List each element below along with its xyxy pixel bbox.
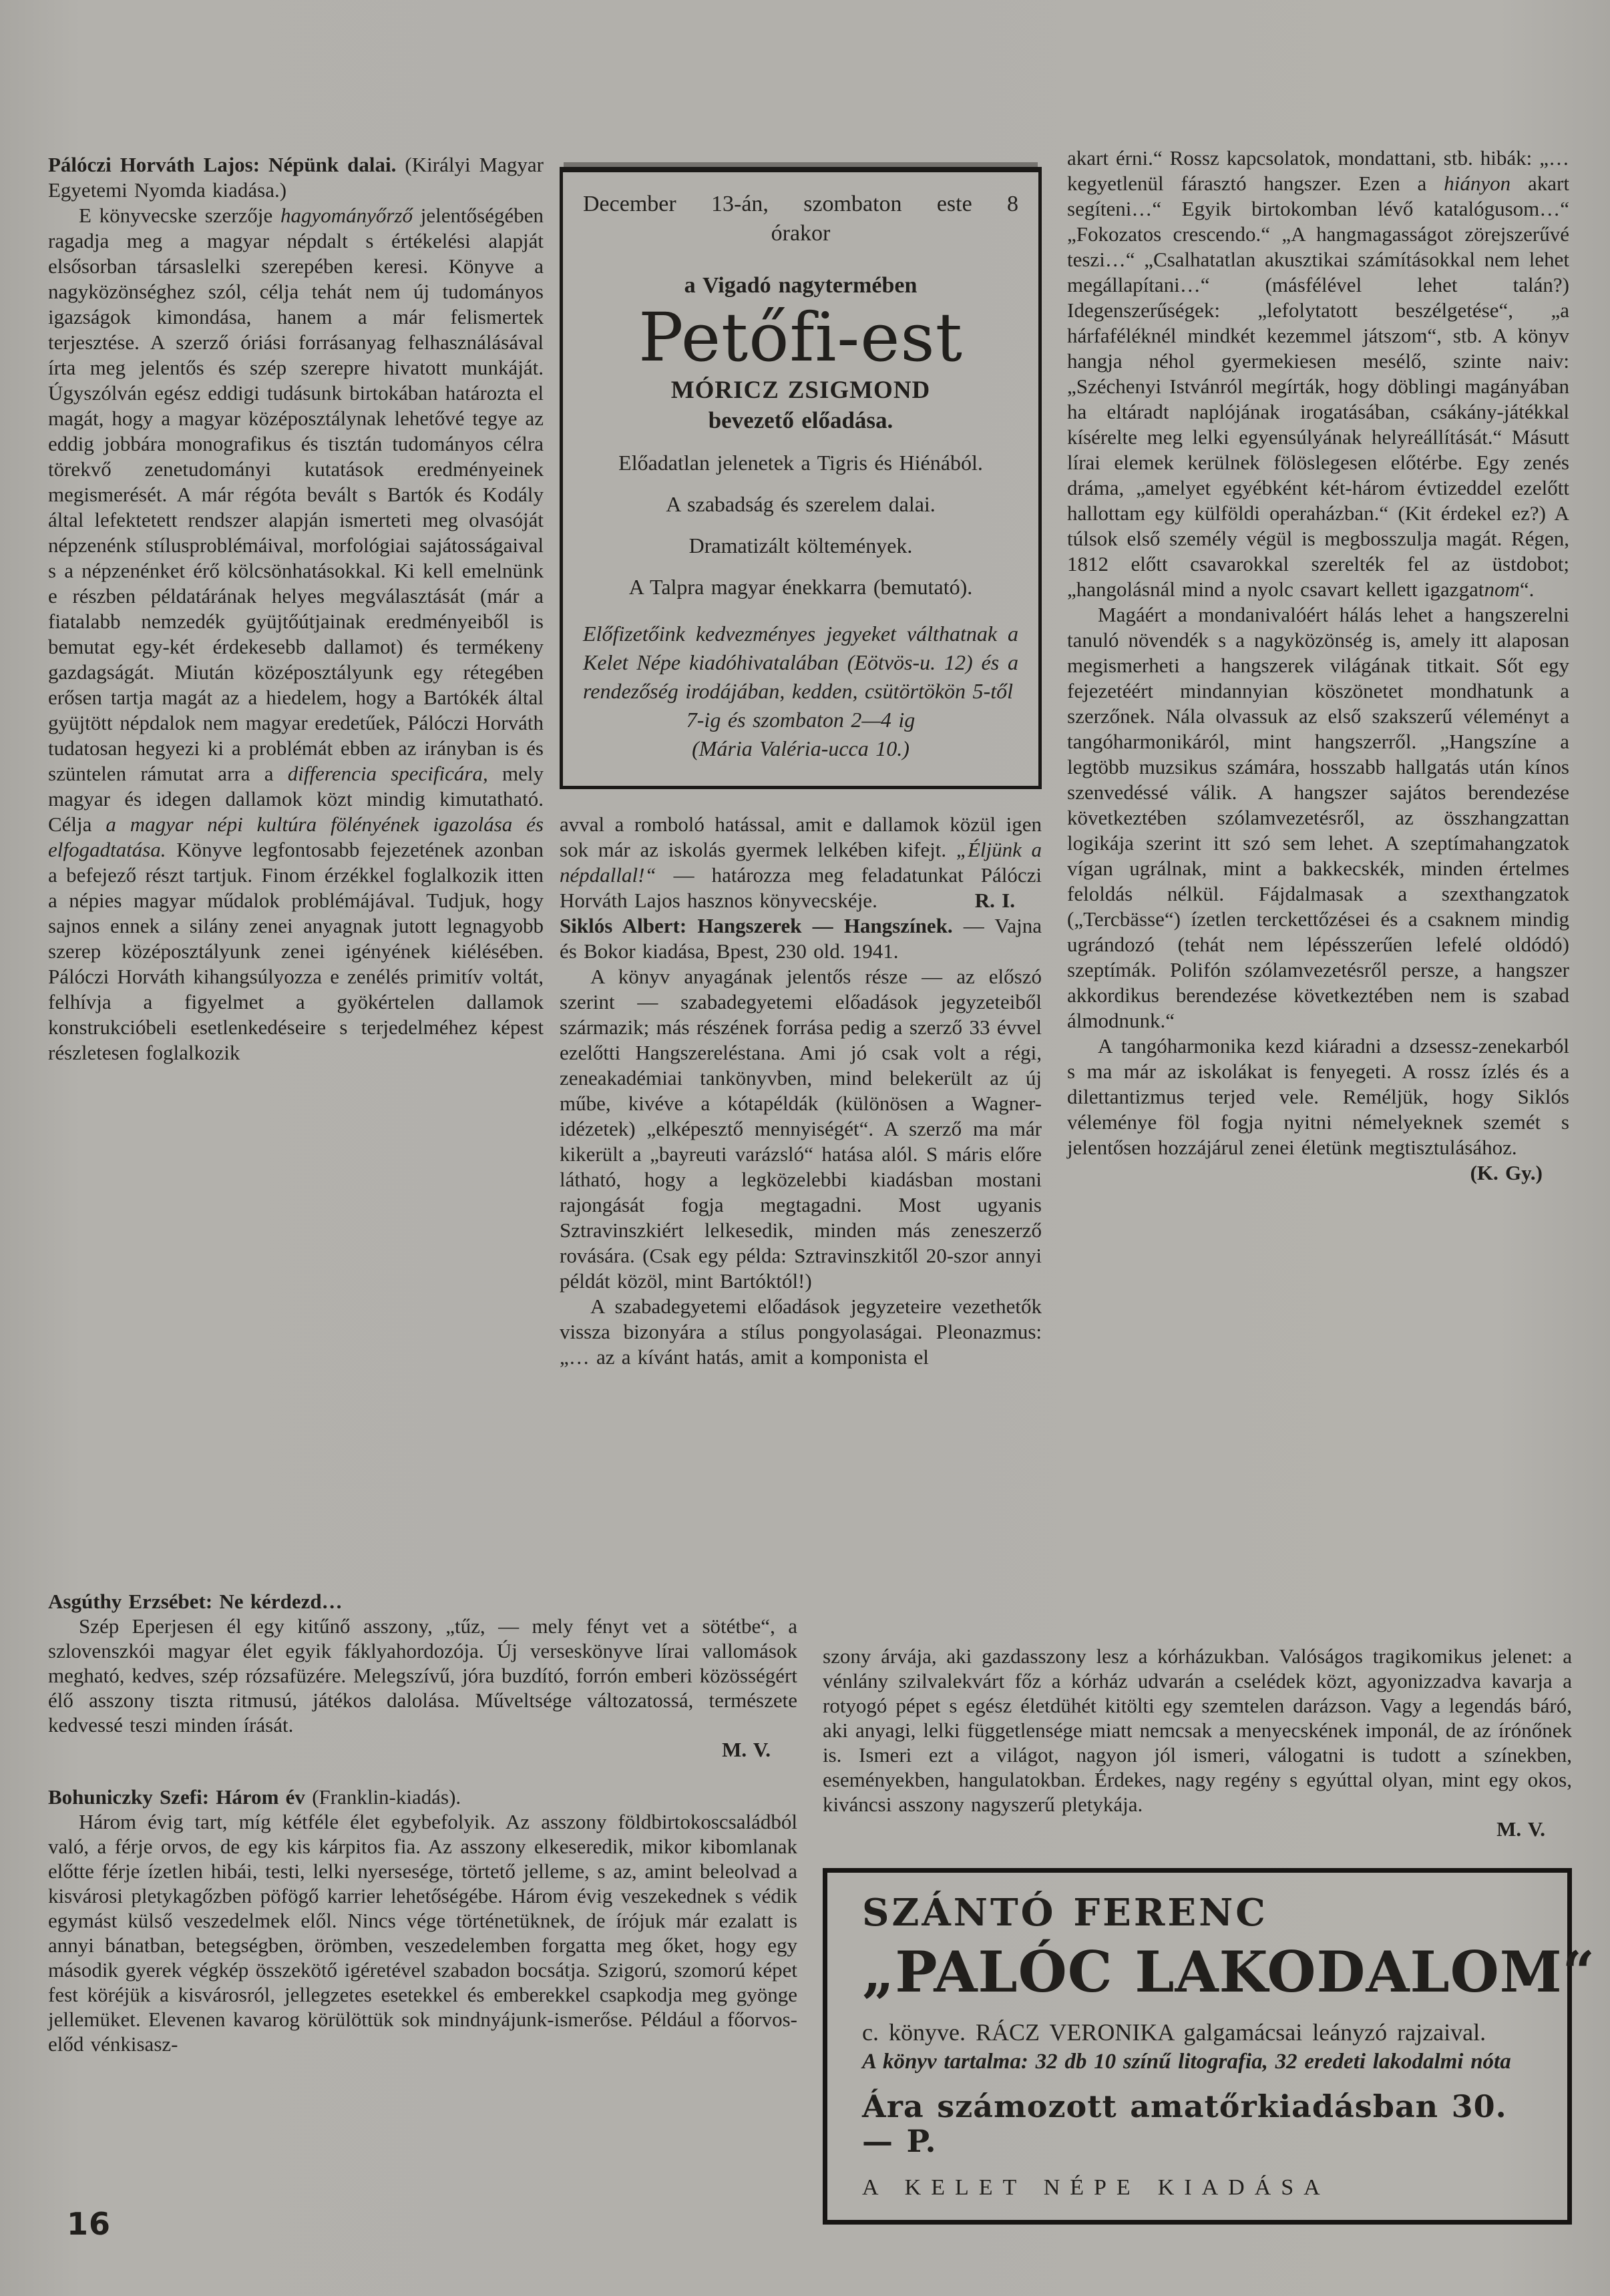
book-contents-line: A könyv tartalma: 32 db 10 színű litografia, 32 eredeti lakodalmi nóta	[862, 2050, 1511, 2074]
event-ticket-note	[583, 620, 1018, 706]
event-ticket-hours: 7-ig és szombaton 2—4 ig	[686, 708, 916, 732]
column-left	[48, 152, 544, 1066]
bohuniczky-review-heading	[48, 1785, 797, 1809]
text-run: mely magyar és idegen dallamok közt mindig kimutatható. Célja	[48, 762, 544, 836]
reviewer-signature-kgy: (K. Gy.)	[1470, 1161, 1543, 1184]
text-run: Pálóczi Horváth Lajos: Népünk dalai.	[48, 153, 397, 176]
text-run: Könyve legfontosabb fejezetének azonban a befejező részt tartjuk. Finom érzékkel foglalkozik itten a népies magyar műdalok problémájával. Tudjuk, hogy sajnos ennek a silány zenei anyagnak jutott legnagyobb szerep középosztályunk zenei igényének kiélésében. Pálóczi Horváth kihangsúlyozza e zenélés primitív voltát, felhívja a figyelmet a gyökértelen dallamok konstrukcióbeli esetlenkedéseire s terjedelméhez képest részletesen foglalkozik	[48, 838, 544, 1064]
text-run: Szép Eperjesen él egy kitűnő asszony, „tűz, — mely fényt vet a sötétbe“, a szlovenszkói magyar élet egyik fáklyahordozója. Új verseskönyve lírai vallomások megható, kedves, szép rózsafüzére. Melegszívű, jóra buzdító, forrón emberi közösségért élő asszony tiszta ritmusú, játékos dalolása. Műveltsége változatossá, természete kedvessé teszi minden írását.	[48, 1614, 797, 1737]
text-run: differencia specificára,	[287, 762, 488, 785]
event-program-item: A Talpra magyar énekkarra (bemutató).	[628, 575, 973, 599]
column-bottom-right	[823, 1644, 1596, 2225]
text-run: jelentőségében ragadja meg a magyar népdalt s értékelési alapját elsősorban társaslelki szerepében keresi. Könyve a nagyközönséghez szól, célja tehát nem új tudományos igazságok kimondása, hanem a már felismertek terjesztése. A szerző óriási forrásanyag felhasználásával írta meg jelentős és szép szerepre hivatott munkáját. Úgyszólván egész eddigi tudásunk birtokában határozta el magát, hogy a magyar középosztálynak lehetővé tegye az eddig jobbára monografikus és tisztán tudományos célra törekvő zenetudományi kutatások eredményeinek megismerését. A már régóta bevált s Bartók és Kodály által lefektetett rendszer alapján ismerteti meg olvasóját népzenénk stílusproblémáival, morfológiai sajátosságaival s a népzenénket érő kölcsönhatásokkal. Ki kell emelnünk e részben példatárának helyes megválasztását (már a fiatalabb nemzedék gyüjtőútjainak eredményeiből is bemutat egy-két érdekesebb dallamot) és termékeny gazdagságát. Miután középosztályunk egy rétegében erősen tartja magát az a hiedelem, hogy a Bartókék által gyüjtött népdalok nem magyar eredetűek, Pálóczi Horváth tudatosan hegyezi ki a problémát ebben az irányban is és szüntelen rámutat arra a	[48, 204, 544, 785]
text-run: A tangóharmonika kezd kiáradni a dzsessz-zenekarból s ma már az iskolákat is fenyegeti. A rossz ízlés és a dilettantizmus terjed vele. Reméljük, hogy Siklós véleménye föl fogja nyitni némelyeknek szemét s jelentősen hozzájárul zenei életünk megtisztulásához.	[1067, 1034, 1569, 1159]
reviewer-signature-mv: M. V.	[722, 1738, 771, 1761]
siklos-review-heading	[560, 913, 1042, 964]
text-run: nom	[1484, 578, 1520, 601]
paloczi-review-body	[48, 203, 544, 1066]
paloc-lakodalom-book-ad-box	[823, 1868, 1596, 2225]
asguthy-review-body	[48, 1614, 797, 1737]
paloczi-review-heading	[48, 152, 544, 203]
text-run: Három évig tart, míg kétféle élet egybefolyik. Az asszony földbirtokoscsaládból való, a férje orvos, de egy kis kárpitos fia. Az asszony elkeseredik, mikor kibomlanak előtte férje ízetlen hibái, testi, lelki nyersesége, törtető jelleme, s az, amint beleolvad a kisvárosi pletykagőzben pöfögő karrier lehetőségébe. Három évig veszekednek s védik egymást külső veszedelmek elől. Nincs vége történetüknek, de írójuk már ezalatt is annyi bánatban, betegségben, örömben, veszedelemben forgatta meg őket, hogy egy második gyerek végkép összekötő igéretével szabadon bocsátja. Szigorú, szomorú képet fest köréjük a kisvárosról, jellegzetes esetekkel és emberekkel csapkodja meg gyönge jellemüket. Elevenen kavarog körülöttük sok mindnyájunk-ismerőse. Például a főorvos-előd vénkisasz-	[48, 1810, 797, 2056]
event-program-item: A szabadság és szerelem dalai.	[666, 492, 936, 516]
siklos-review-paragraph	[1067, 146, 1569, 602]
text-run: E könyvecske szerzője	[79, 204, 281, 227]
column-bottom-left	[48, 1589, 797, 2056]
event-date-line: December 13-án, szombaton este 8	[583, 192, 1018, 216]
book-illustrator-credit: c. könyve. RÁCZ VERONIKA galgamácsai leányzó rajzaival.	[862, 2019, 1486, 2046]
book-publisher: A KELET NÉPE KIADÁSA	[862, 2175, 1330, 2200]
event-speaker-subtitle: bevezető előadása.	[708, 407, 893, 433]
text-run: (Királyi Magyar Egyetemi Nyomda kiadása.)	[48, 153, 544, 202]
text-run: hiányon	[1444, 172, 1511, 195]
event-time-line: órakor	[771, 221, 831, 246]
text-run: — Vajna és Bokor kiadása, Bpest, 230 old. 1941.	[560, 914, 1042, 963]
asguthy-review-heading	[48, 1589, 797, 1614]
petofi-event-ad-box	[560, 167, 1042, 789]
text-run: szony árvája, aki gazdasszony lesz a kórházukban. Valóságos tragikomikus jelenet: a vénlány szilvalekvárt főz a kórház udvarán a cselédek közt, agyonizzadva kavarja a rotyogó pépet s egész életdühét kitölti egy szemtelen darázson. Vagy a legendás báró, aki anyagi, lelki függetlensége miatt nemcsak a menyecskének imponál, de az írónőnek is. Ismeri ezt a világot, nagyon jól ismeri, válogatni is tudott a színekben, eseményekben, hangulatokban. Érdekes, nagy regény s egyúttal olyan, mint egy okos, kiváncsi asszony nagyszerű pletykája.	[823, 1644, 1572, 1816]
text-run: hagyományőrző	[280, 204, 413, 227]
text-run: Előfizetőink kedvezményes jegyeket válthatnak a Kelet Népe kiadóhivatalában (Eötvös-u. 12) és a rendezőség irodájában, kedden, csütörtökön 5-től	[583, 622, 1018, 703]
text-run: — határozza meg feladatunkat Pálóczi Horváth Lajos hasznos könyvecskéje.	[560, 863, 1042, 912]
siklos-review-paragraph	[1067, 602, 1569, 1034]
text-run: Asgúthy Erzsébet: Ne kérdezd…	[48, 1590, 343, 1613]
reviewer-signature-ri: R. I.	[974, 889, 1015, 912]
text-run: Magáért a mondanivalóért hálás lehet a hangszerelni tanuló növendék s a nagyközönség is, amely itt alaposan megismerheti a hangszerek világának titkait. Sőt egy fejezetéért mindannyian köszönetet mondhatunk a szerzőnek. Nála olvassuk az első szakszerű véleményt a tangóharmonikáról, mint hangszerről. „Hangszíne a legtöbb muzsikus számára, hosszabb hallgatás után kínos szenvedéssé válik. A hangszer sajátos berendezése következtében szólamvezetésről, az összhangzattan logikája szerint itt szó sem lehet. A szeptímahangzatok vígan ugrálnak, mint a bakkecskék, minden értelmes feloldás nélkül. Fájdalmasak a szexthangzatok („Tercbässe“) ízetlen terckettőzései és a csaknem mindig ugrándozó (tehát nem lépésszerűen lefelé oldódó) szeptímák. Polifón szólamvezetésről persze, a hangszer akkordikus berendezése következtében nem is szabad álmodnunk.“	[1067, 603, 1569, 1032]
book-author: SZÁNTÓ FERENC	[862, 1891, 1268, 1935]
text-run: „Éljünk a népdallal!“	[560, 838, 1042, 887]
bohuniczky-review-body	[48, 1809, 797, 2056]
text-run: akart segíteni…“ Egyik birtokomban lévő katalógusom…“ „Fokozatos crescendo.“ „A hangmagasságot zörejszerűvé teszi…“ „Csalhatatlan akusztikai számításokkal nem lehet megállapítani…“ (másfélével lehet talán?) Idegenszerűségek: „lefolytatott beszélgetése“, „a hárfaféléknél mindkét kezemmel játszom“, stb. A könyv hangja néhol gyermekiesen mesélő, szinte naiv: „Széchenyi Istvánról megírták, hogy döblingi magányában ha eltáradt naplójának irogatásában, csákány-játékkal kísérelte meg lelki egyensúlyának helyreállítását.“ Másutt lírai elemek kerülnek fölöslegesen előtérbe. Egy zenés dráma, „amelyet egyébként két-három évtizeddel ezelőtt hallottam egy külföldi operaházban.“ (Kit érdekel ez?) A túlsok első személy végül is megbosszulja magát. Régen, 1812 előtt csavarokkal szerelték fel az üstdobot; „hangolásnál mind a nyolc csavart kellett igazgat	[1067, 172, 1569, 601]
event-ticket-address: (Mária Valéria-ucca 10.)	[692, 736, 910, 760]
text-run: A könyv anyagának jelentős része — az előszó szerint — szabadegyetemi előadások jegyzeteiből származik; más részének forrása pedig a szerző 33 évvel ezelőtti Hangszereléstana. Ami jó csak volt a régi, zeneakadémiai tankönyvben, mind belekerült az új műbe, kivéve a kótapéldák (különösen a Wagner-idézetek) „elképesztő mennyiségét“. A szerző ma már kikerült a „bayreuti varázsló“ hatása alól. S máris előre látható, hogy a legközelebbi kiadásban mostani rajongását fogja megtagadni. Most ugyanis Sztravinszkiért lelkesedik, minden más zeneszerző rovására. (Csak egy példa: Sztravinszkitől 20-szor annyi példát közöl, mint Bartóktól!)	[560, 965, 1042, 1293]
text-run: (Franklin-kiadás).	[305, 1785, 461, 1809]
text-run: akart érni.“ Rossz kapcsolatok, mondattani, stb. hibák: „… kegyetlenül fárasztó hangszer. Ezen a	[1067, 146, 1569, 195]
reviewer-signature-mv: M. V.	[1496, 1817, 1545, 1841]
event-speaker: MÓRICZ ZSIGMOND	[670, 377, 931, 404]
siklos-review-paragraph	[560, 964, 1042, 1294]
event-title: Petőfi-est	[638, 298, 963, 377]
text-run: “.	[1519, 578, 1535, 601]
event-program-item: Dramatizált költemények.	[688, 533, 913, 557]
siklos-review-paragraph	[560, 1294, 1042, 1370]
book-price: Ára számozott amatőrkiadásban 30.— P.	[862, 2088, 1507, 2159]
text-run: Bohuniczky Szefi: Három év	[48, 1785, 305, 1809]
column-right	[1067, 146, 1569, 1186]
page-number: 16	[67, 2206, 112, 2242]
bohuniczky-review-continuation	[823, 1644, 1572, 1817]
text-run: Siklós Albert: Hangszerek — Hangszínek.	[560, 914, 953, 937]
siklos-review-paragraph	[1067, 1034, 1569, 1160]
book-title: „PALÓC LAKODALOM“	[862, 1939, 1596, 2005]
event-program-item: Előadatlan jelenetek a Tigris és Hiénából.	[618, 451, 983, 475]
text-run: a magyar népi kultúra fölényének igazolása és elfogadtatása.	[48, 813, 544, 861]
event-venue: a Vigadó nagytermében	[684, 273, 918, 298]
column-middle	[560, 167, 1042, 1370]
text-run: avval a romboló hatással, amit e dallamok közül igen sok már az iskolás gyermek lelkében kifejt.	[560, 813, 1042, 861]
text-run: A szabadegyetemi előadások jegyzeteire vezethetők vissza bizonyára a stílus pongyolaságai. Pleonazmus: „… az a kívánt hatás, amit a komponista el	[560, 1295, 1042, 1369]
